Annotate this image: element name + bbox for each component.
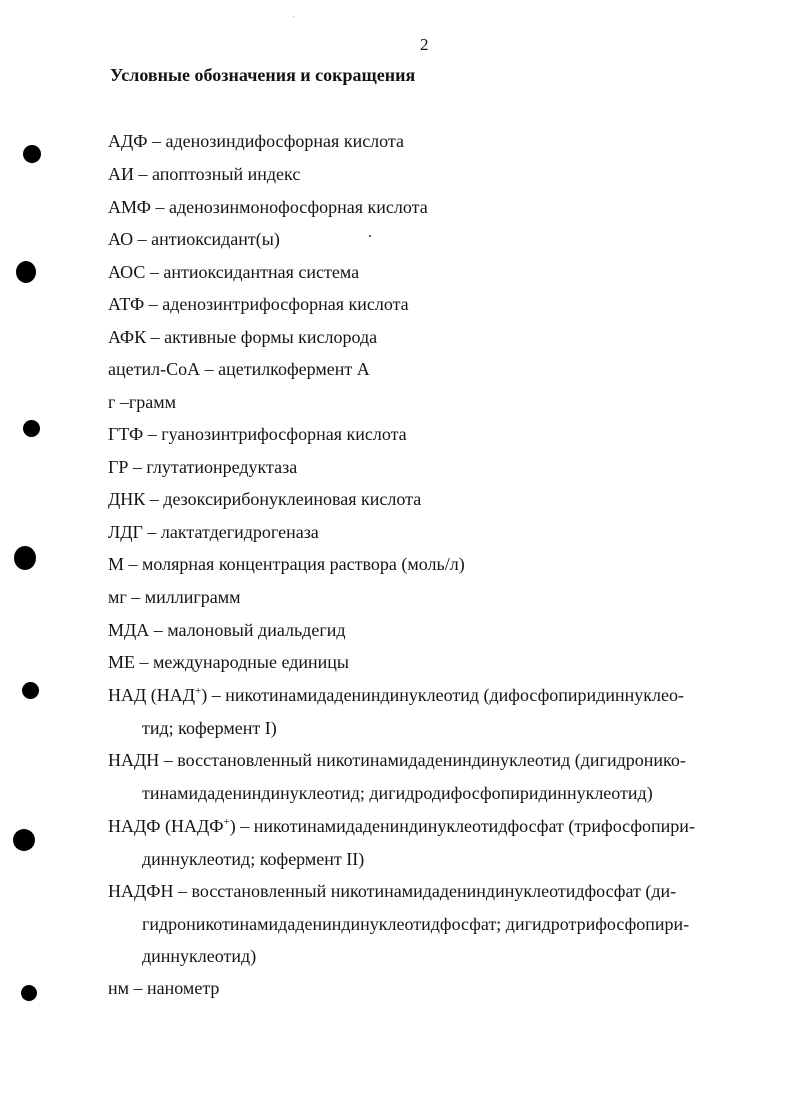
- list-item: НАД (НАД+) – никотинамидадениндинуклеотид (дифосфопиридиннуклео- тид; кофермент I): [108, 685, 684, 738]
- list-item: ацетил-СоА – ацетилкофермент А: [108, 359, 370, 379]
- punch-hole: [21, 985, 37, 1001]
- punch-hole: [23, 420, 40, 437]
- list-item: АИ – апоптозный индекс: [108, 164, 301, 184]
- page-number: 2: [420, 35, 429, 54]
- list-item: нм – нанометр: [108, 978, 220, 998]
- list-item: НАДФ (НАДФ+) – никотинамидадениндинуклеотидфосфат (трифосфопири- диннуклеотид; кофермент II): [108, 816, 695, 869]
- list-item: ГР – глутатионредуктаза: [108, 457, 298, 477]
- list-item: МЕ – международные единицы: [108, 652, 349, 672]
- list-item: НАДН – восстановленный никотинамидадениндинуклеотид (дигидронико- тинамидадениндинуклеотид; дигидродифосфопиридиннуклеотид): [108, 750, 686, 803]
- list-item: г –грамм: [108, 392, 177, 412]
- list-item: НАДФН – восстановленный никотинамидадениндинуклеотидфосфат (ди- гидроникотинамидадениндинуклеотидфосфат; дигидротрифосфопири- диннуклеотид): [108, 881, 690, 966]
- list-item: МДА – малоновый диальдегид: [108, 620, 346, 640]
- punch-hole: [13, 829, 35, 851]
- list-item: АО – антиоксидант(ы): [108, 229, 280, 249]
- punch-hole: [22, 682, 39, 699]
- punch-hole: [23, 145, 41, 163]
- list-item: АФК – активные формы кислорода: [108, 327, 378, 347]
- list-item: АТФ – аденозинтрифосфорная кислота: [108, 294, 409, 314]
- list-item: ГТФ – гуанозинтрифосфорная кислота: [108, 424, 407, 444]
- page-title: Условные обозначения и сокращения: [110, 65, 416, 85]
- scan-speck: [293, 16, 294, 17]
- punch-hole: [16, 261, 36, 283]
- list-item: ЛДГ – лактатдегидрогеназа: [108, 522, 319, 542]
- list-item: АДФ – аденозиндифосфорная кислота: [108, 131, 405, 151]
- list-item: АМФ – аденозинмонофосфорная кислота: [108, 197, 428, 217]
- list-item: АОС – антиоксидантная система: [108, 262, 360, 282]
- list-item: М – молярная концентрация раствора (моль/л): [108, 554, 465, 574]
- punch-hole: [14, 546, 36, 570]
- list-item: мг – миллиграмм: [108, 587, 241, 607]
- list-item: ДНК – дезоксирибонуклеиновая кислота: [108, 489, 422, 509]
